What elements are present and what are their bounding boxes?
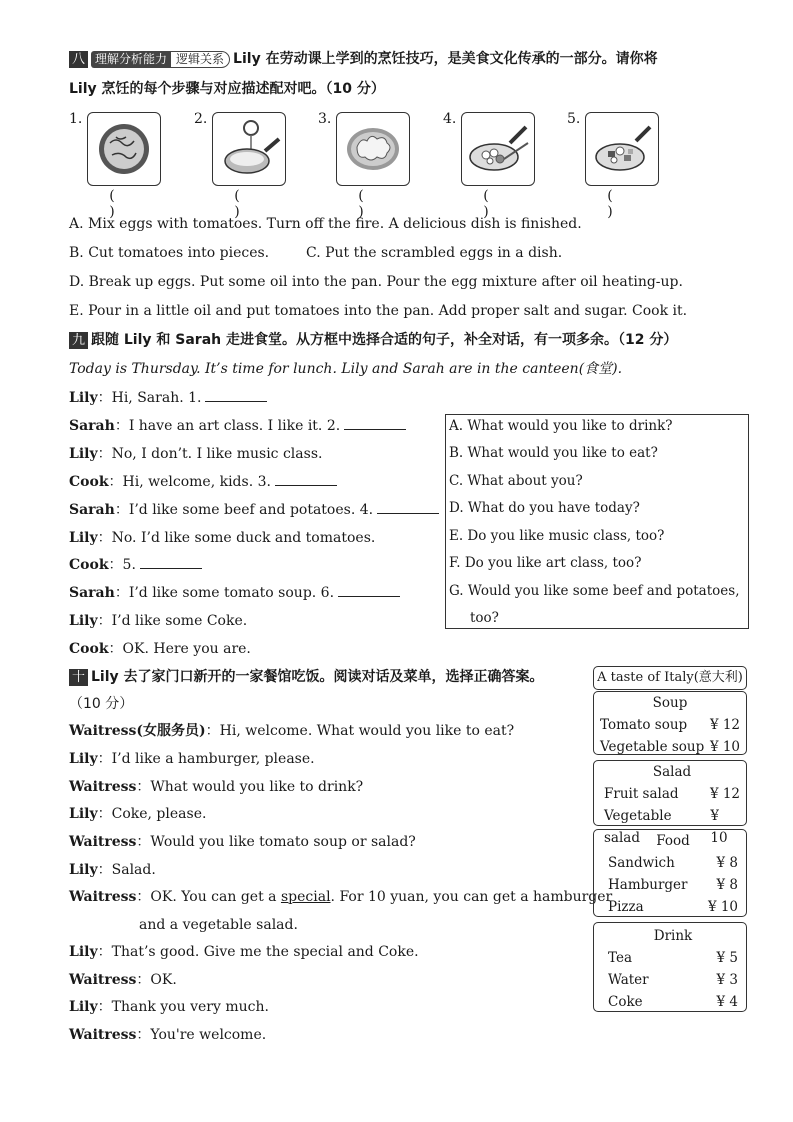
underlined-word: special [280, 889, 331, 905]
speaker: Lily [69, 390, 98, 406]
picture-number: 5. [567, 111, 581, 127]
dialogue-line: Waitress(女服务员)：Hi, welcome. What would you like to eat? [69, 723, 515, 739]
utterance: No, I don’t. I like music class. [111, 446, 323, 462]
choice-a: A. What would you like to drink? [449, 418, 673, 434]
menu-section-heading: Drink [653, 928, 693, 944]
menu-section-drink [593, 922, 747, 1012]
answer-paren[interactable]: ( ) [607, 188, 635, 220]
utterance: Coke, please. [111, 806, 207, 822]
dialogue-line: Waitress：OK. You can get a special. For 10 yuan, you can get a hamburger [69, 889, 613, 905]
speaker: Sarah [69, 585, 115, 601]
utterance: That’s good. Give me the special and Coke. [111, 944, 419, 960]
speaker: Lily [69, 613, 98, 629]
menu-item: Hamburger ¥ 8 [608, 877, 738, 893]
skill-tag: 理解分析能力 [91, 51, 171, 68]
speaker: Lily [69, 862, 98, 878]
answer-blank[interactable] [377, 501, 439, 514]
section9-heading [69, 331, 677, 349]
tomato-pan-icon [585, 112, 659, 186]
dialogue-line: Lily：Coke, please. [69, 806, 207, 822]
dialogue-line: Lily：Salad. [69, 862, 156, 878]
speaker: Lily [69, 446, 98, 462]
menu-item: Vegetable salad ¥ 10 [604, 808, 728, 846]
speaker: Waitress [69, 779, 137, 795]
choice-f: F. Do you like art class, too? [449, 555, 642, 571]
utterance: Would you like tomato soup or salad? [150, 834, 416, 850]
menu-item: Coke ¥ 4 [608, 994, 738, 1010]
choice-g-continued: too? [470, 610, 499, 626]
option-a: A. Mix eggs with tomatoes. Turn off the fire. A delicious dish is finished. [69, 216, 582, 232]
section8-instruction-line1: Lily 在劳动课上学到的烹饪技巧，是美食文化传承的一部分。请你将 [233, 51, 658, 67]
speaker: Waitress [69, 889, 137, 905]
scrambled-eggs-dish-icon [336, 112, 410, 186]
utterance: I have an art class. I like it. 2. [128, 418, 341, 434]
dialogue-line: Waitress：What would you like to drink? [69, 779, 364, 795]
utterance: Hi, welcome, kids. 3. [122, 474, 271, 490]
menu-item: Tomato soup ¥ 12 [600, 717, 740, 733]
dialogue-line: Lily：I’d like a hamburger, please. [69, 751, 315, 767]
answer-paren[interactable]: ( ) [358, 188, 386, 220]
dialogue-line: Sarah：I have an art class. I like it. 2. [69, 417, 406, 435]
option-e: E. Pour in a little oil and put tomatoes into the pan. Add proper salt and sugar. Cook it. [69, 303, 688, 319]
speaker: Lily [69, 751, 98, 767]
section9-intro: Today is Thursday. It’s time for lunch. Lily and Sarah are in the canteen(食堂). [69, 361, 623, 377]
utterance: I’d like some tomato soup. 6. [128, 585, 335, 601]
tomato-egg-dish-icon [87, 112, 161, 186]
dialogue-line: Cook：Hi, welcome, kids. 3. [69, 473, 337, 491]
menu-item: Vegetable soup ¥ 10 [600, 739, 740, 755]
utterance: What would you like to drink? [150, 779, 364, 795]
answer-blank[interactable] [205, 389, 267, 402]
option-c: C. Put the scrambled eggs in a dish. [306, 245, 563, 261]
answer-blank[interactable] [275, 473, 337, 486]
dialogue-line: Lily：That’s good. Give me the special and Coke. [69, 944, 419, 960]
speaker: Sarah [69, 502, 115, 518]
utterance: 5. [122, 557, 136, 573]
menu-item: Sandwich ¥ 8 [608, 855, 738, 871]
choice-g: G. Would you like some beef and potatoes, [449, 583, 740, 599]
menu-section-heading: Salad [652, 764, 692, 780]
dialogue-line: Sarah：I’d like some beef and potatoes. 4. [69, 501, 439, 519]
section9-instruction: 跟随 Lily 和 Sarah 走进食堂。从方框中选择合适的句子，补全对话，有一项多余。（12 分） [91, 332, 678, 348]
answer-paren[interactable]: ( ) [234, 188, 262, 220]
picture-number: 2. [194, 111, 208, 127]
menu-section-food [593, 829, 747, 917]
utterance: No. I’d like some duck and tomatoes. [111, 530, 376, 546]
utterance: OK. Here you are. [122, 641, 251, 657]
utterance: I’d like a hamburger, please. [111, 751, 315, 767]
dialogue-line: Waitress：Would you like tomato soup or salad? [69, 834, 416, 850]
speaker: Waitress(女服务员) [69, 723, 206, 739]
menu-item: Pizza ¥ 10 [608, 899, 738, 915]
picture-number: 4. [443, 111, 457, 127]
topic-tag: 逻辑关系 [171, 51, 230, 68]
choice-c: C. What about you? [449, 473, 583, 489]
stir-fry-pan-icon [461, 112, 535, 186]
dialogue-line: Sarah：I’d like some tomato soup. 6. [69, 584, 400, 602]
section8-heading [69, 50, 658, 68]
pour-oil-pan-icon [212, 112, 286, 186]
dialogue-line: Lily：No, I don’t. I like music class. [69, 446, 323, 462]
option-b: B. Cut tomatoes into pieces. [69, 245, 270, 261]
speaker: Cook [69, 474, 109, 490]
section10-points: （10 分） [69, 696, 134, 712]
choice-box [445, 414, 749, 629]
speaker: Lily [69, 944, 98, 960]
speaker: Waitress [69, 1027, 137, 1043]
speaker: Sarah [69, 418, 115, 434]
dialogue-line: Waitress：You're welcome. [69, 1027, 267, 1043]
utterance: You're welcome. [150, 1027, 267, 1043]
utterance: OK. [150, 972, 177, 988]
answer-blank[interactable] [344, 417, 406, 430]
section10-badge: 十 [69, 669, 88, 686]
utterance: I’d like some beef and potatoes. 4. [128, 502, 374, 518]
speaker: Cook [69, 557, 109, 573]
menu-section-heading: Soup [652, 695, 688, 711]
utterance: Hi, welcome. What would you like to eat? [219, 723, 515, 739]
speaker: Waitress [69, 972, 137, 988]
speaker: Lily [69, 530, 98, 546]
dialogue-line: Lily：I’d like some Coke. [69, 613, 248, 629]
menu-item: Water ¥ 3 [608, 972, 738, 988]
speaker: Lily [69, 806, 98, 822]
speaker: Cook [69, 641, 109, 657]
dialogue-line: Cook：5. [69, 556, 202, 574]
picture-number: 1. [69, 111, 83, 127]
dialogue-line: Waitress：OK. [69, 972, 177, 988]
menu-title: A taste of Italy(意大利) [593, 666, 747, 690]
section8-instruction-line2: Lily 烹饪的每个步骤与对应描述配对吧。（10 分） [69, 81, 385, 97]
dialogue-line: Lily：Thank you very much. [69, 999, 269, 1015]
section10-instruction: Lily 去了家门口新开的一家餐馆吃饭。阅读对话及菜单，选择正确答案。 [91, 669, 544, 685]
answer-paren[interactable]: ( ) [483, 188, 511, 220]
utterance: Salad. [111, 862, 156, 878]
dialogue-line-continued: and a vegetable salad. [139, 917, 298, 933]
dialogue-line: Lily：No. I’d like some duck and tomatoes. [69, 530, 376, 546]
utterance: Thank you very much. [111, 999, 269, 1015]
answer-blank[interactable] [140, 556, 202, 569]
section10-heading [69, 668, 544, 686]
dialogue-line: Lily：Hi, Sarah. 1. [69, 389, 267, 407]
menu-section-soup [593, 691, 747, 755]
menu-item: Fruit salad ¥ 12 [604, 786, 740, 802]
utterance: Hi, Sarah. 1. [111, 390, 202, 406]
answer-paren[interactable]: ( ) [109, 188, 137, 220]
picture-number: 3. [318, 111, 332, 127]
menu-item: Tea ¥ 5 [608, 950, 738, 966]
answer-blank[interactable] [338, 584, 400, 597]
section8-badge: 八 [69, 51, 88, 68]
choice-d: D. What do you have today? [449, 500, 640, 516]
menu-section-heading: Food [656, 833, 690, 849]
speaker: Waitress [69, 834, 137, 850]
choice-b: B. What would you like to eat? [449, 445, 658, 461]
utterance: I’d like some Coke. [111, 613, 248, 629]
choice-e: E. Do you like music class, too? [449, 528, 665, 544]
speaker: Lily [69, 999, 98, 1015]
option-d: D. Break up eggs. Put some oil into the pan. Pour the egg mixture after oil heating-up. [69, 274, 683, 290]
dialogue-line: Cook：OK. Here you are. [69, 641, 251, 657]
section9-badge: 九 [69, 332, 88, 349]
